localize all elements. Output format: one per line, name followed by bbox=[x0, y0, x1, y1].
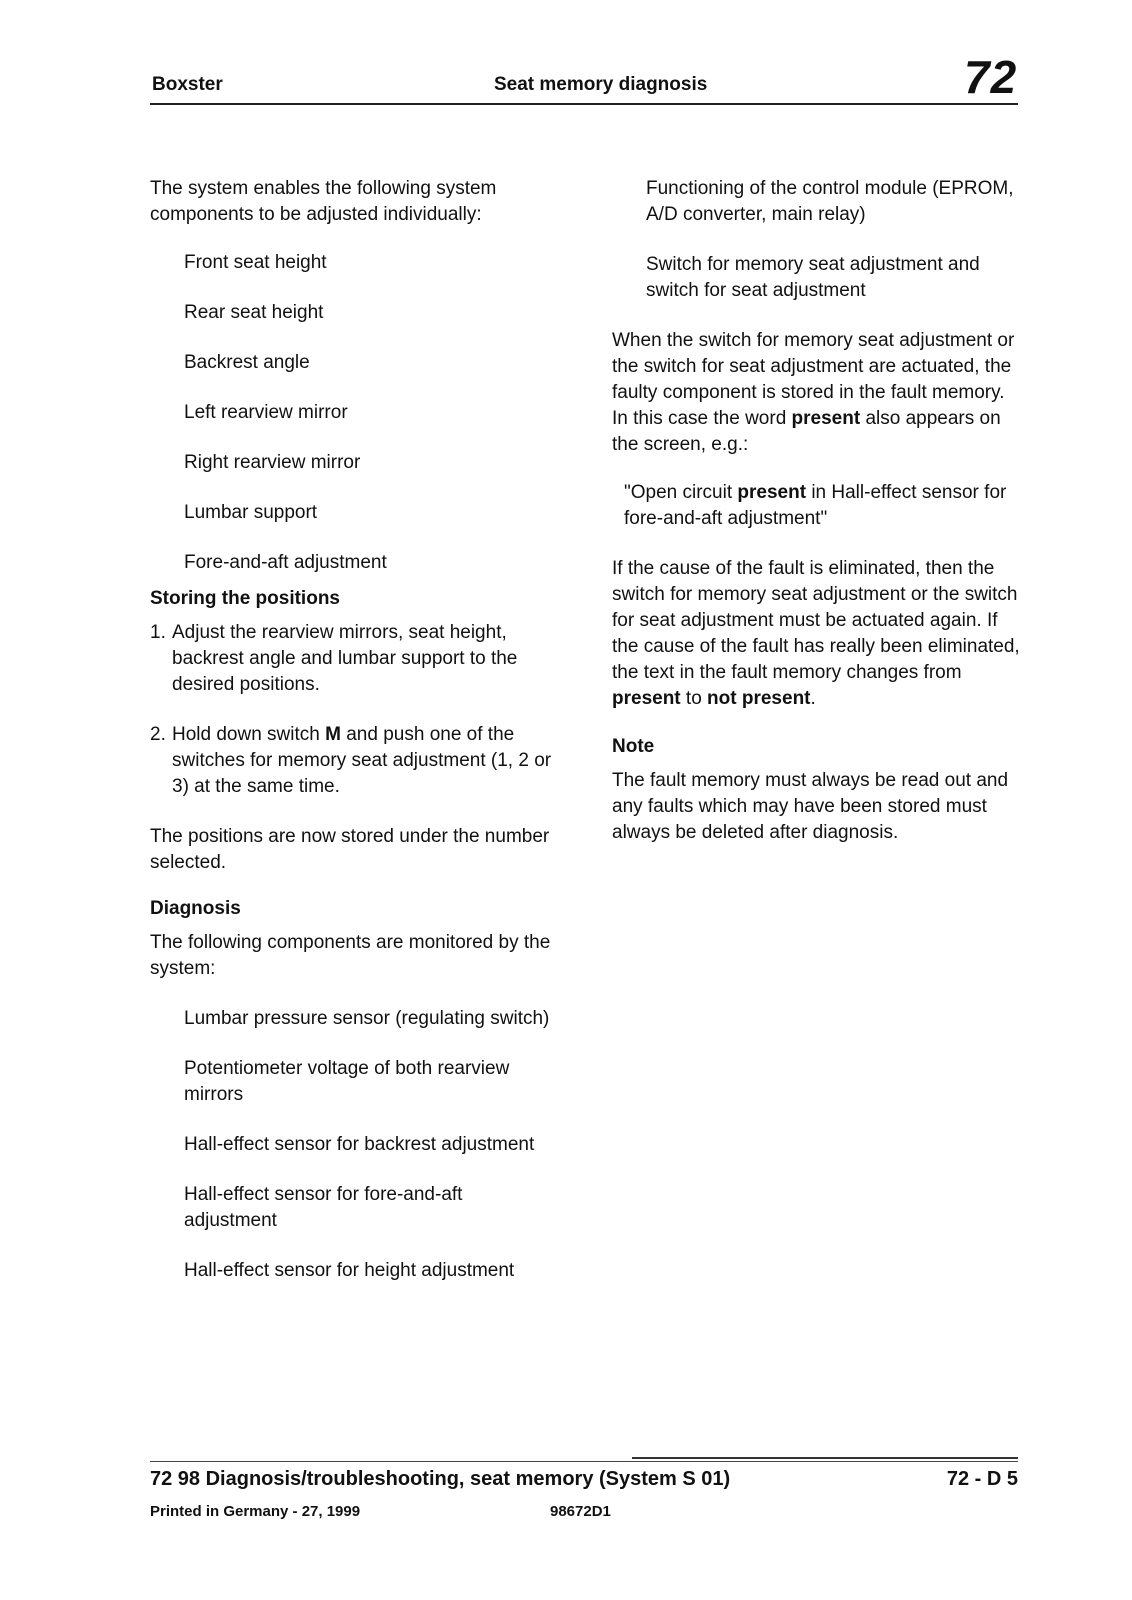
component-item: Left rearview mirror bbox=[184, 402, 348, 423]
monitored-item: Lumbar pressure sensor (regulating switch) bbox=[184, 1008, 550, 1029]
component-item: Right rearview mirror bbox=[184, 452, 361, 473]
stored-paragraph: The positions are now stored under the number selected. bbox=[150, 826, 550, 873]
switch-m-label: M bbox=[325, 724, 341, 745]
header-rule bbox=[150, 103, 1018, 105]
component-item: Backrest angle bbox=[184, 352, 310, 373]
monitored-item: Hall-effect sensor for backrest adjustment bbox=[184, 1134, 535, 1155]
left-column bbox=[150, 176, 560, 1308]
monitored-item: Potentiometer voltage of both rearview mirrors bbox=[184, 1058, 510, 1105]
component-item: Fore-and-aft adjustment bbox=[184, 552, 387, 573]
right-column bbox=[612, 176, 1022, 846]
header-brand: Boxster bbox=[152, 74, 223, 95]
footer-title: 72 98 Diagnosis/troubleshooting, seat memory (System S 01) bbox=[150, 1468, 731, 1490]
document-code: 98672D1 bbox=[550, 1503, 611, 1520]
component-item: Lumbar support bbox=[184, 502, 318, 523]
monitored-item: Hall-effect sensor for fore-and-aft adjustment bbox=[184, 1184, 463, 1231]
step-text: Adjust the rearview mirrors, seat height, backrest angle and lumbar support to the desired positions. bbox=[172, 622, 518, 695]
actuated-paragraph: When the switch for memory seat adjustment or the switch for seat adjustment are actuated, the faulty component is stored in the fault memory. In this case the word present also appears on the screen, e.g.: bbox=[612, 330, 1015, 455]
header-title: Seat memory diagnosis bbox=[494, 74, 708, 95]
note-heading: Note bbox=[612, 736, 655, 757]
chapter-number: 72 bbox=[964, 51, 1018, 103]
diagnosis-intro: The following components are monitored by the system: bbox=[150, 932, 551, 979]
example-quote: "Open circuit present in Hall-effect sensor for fore-and-aft adjustment" bbox=[624, 482, 1007, 529]
component-item: Front seat height bbox=[184, 252, 327, 273]
monitored-item: Switch for memory seat adjustment and switch for seat adjustment bbox=[646, 254, 980, 301]
step-number: 1. bbox=[150, 622, 166, 643]
step-number: 2. bbox=[150, 724, 166, 745]
step-text: Hold down switch M and push one of the switches for memory seat adjustment (1, 2 or 3) at the same time. bbox=[172, 724, 552, 797]
step-2 bbox=[150, 722, 560, 800]
footer-rule-accent bbox=[632, 1457, 1018, 1459]
cause-paragraph: If the cause of the fault is eliminated, then the switch for memory seat adjustment or the switch for seat adjustment must be actuated again. If the cause of the fault has really been eliminated, the text in the fault memory changes from present to not present. bbox=[612, 558, 1020, 709]
printed-info: Printed in Germany - 27, 1999 bbox=[150, 1503, 361, 1520]
component-item: Rear seat height bbox=[184, 302, 324, 323]
intro-paragraph: The system enables the following system components to be adjusted individually: bbox=[150, 178, 497, 225]
storing-heading: Storing the positions bbox=[150, 588, 340, 609]
page-number: 72 - D 5 bbox=[946, 1468, 1018, 1490]
monitored-item: Functioning of the control module (EPROM, A/D converter, main relay) bbox=[646, 178, 1014, 225]
step-1 bbox=[150, 620, 560, 698]
monitored-item: Hall-effect sensor for height adjustment bbox=[184, 1260, 515, 1281]
diagnosis-heading: Diagnosis bbox=[150, 898, 241, 919]
note-paragraph: The fault memory must always be read out and any faults which may have been stored must always be deleted after diagnosis. bbox=[612, 770, 1009, 843]
footer-rule bbox=[150, 1461, 1018, 1462]
